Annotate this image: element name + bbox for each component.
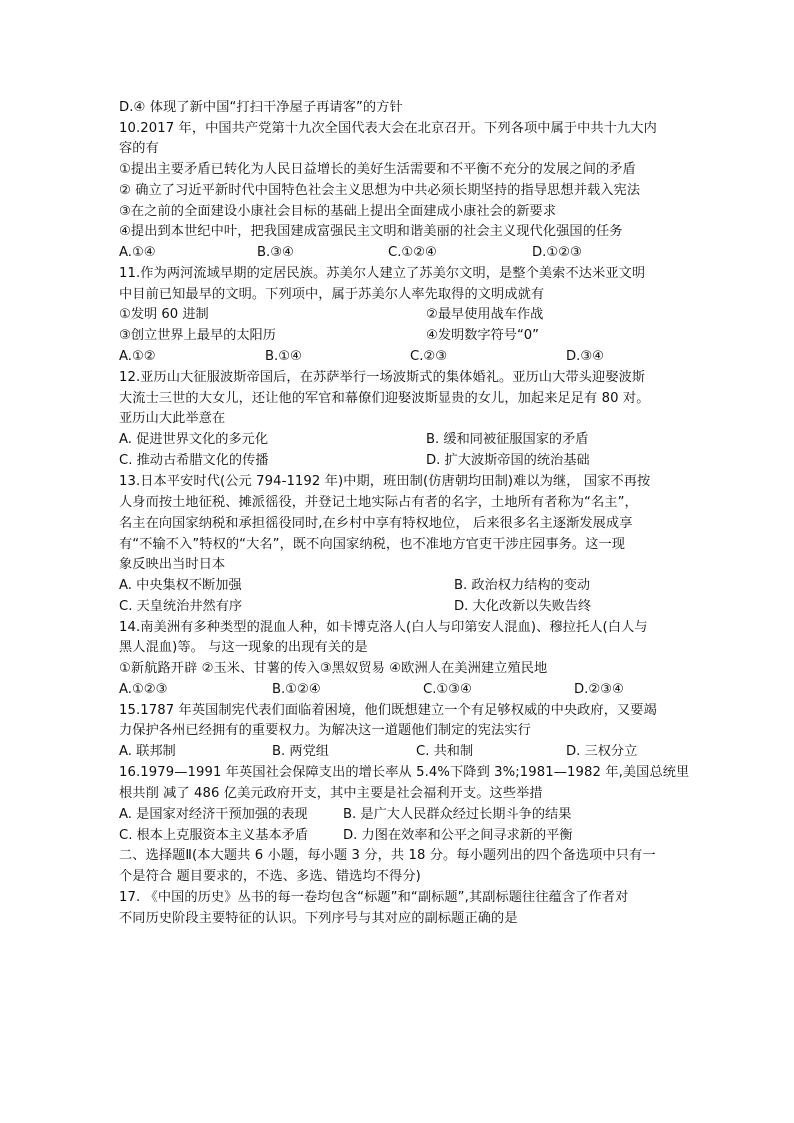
q16-stem-line1: 16.1979—1991 年英国社会保障支出的增长率从 5.4%下降到 3%;1981—1982 年,美国总统里 <box>119 765 690 780</box>
q11-stem-line1: 11.作为两河流域早期的定居民族。苏美尔人建立了苏美尔文明，是整个美索不达米亚文明 <box>119 266 646 281</box>
section2-heading-line1: 二、选择题Ⅱ(本大题共 6 小题，每小题 3 分，共 18 分。每小题列出的四个备选项中只有一 <box>119 848 656 863</box>
q12-option-b: B. 缓和同被征服国家的矛盾 <box>426 432 589 447</box>
q10-item-3: ③在之前的全面建设小康社会目标的基础上提出全面建成小康社会的新要求 <box>119 204 557 219</box>
q10-stem-line2: 容的有 <box>119 141 159 156</box>
q13-stem-line2: 人身而按土地征税、摊派徭役，并登记土地实际占有者的名字，土地所有者称为“名主”， <box>119 495 638 510</box>
q14-option-b: B.①②④ <box>272 682 321 697</box>
q10-option-d: D.①②③ <box>532 245 582 260</box>
q14-items: ①新航路开辟 ②玉米、甘薯的传入③黑奴贸易 ④欧洲人在美洲建立殖民地 <box>119 661 548 676</box>
q11-option-a: A.①② <box>119 349 156 364</box>
q10-option-b: B.③④ <box>257 245 294 260</box>
q15-stem-line2: 力保护各州已经拥有的重要权力。为解决这一道题他们制定的宪法实行 <box>119 723 531 738</box>
q15-option-d: D. 三权分立 <box>566 744 638 759</box>
q10-item-1: ①提出主要矛盾已转化为人民日益增长的美好生活需要和不平衡不充分的发展之间的矛盾 <box>119 162 636 177</box>
q16-option-b: B. 是广大人民群众经过长期斗争的结果 <box>343 807 572 822</box>
q17-stem-line2: 不同历史阶段主要特征的认识。下列序号与其对应的副标题正确的是 <box>119 911 518 926</box>
q13-option-b: B. 政治权力结构的变动 <box>454 578 591 593</box>
q9-option-d: D.④ 体现了新中国“打扫干净屋子再请客”的方针 <box>119 100 403 115</box>
q16-stem-line2: 根共削 减了 486 亿美元政府开支，其中主要是社会福利开支。这些举措 <box>119 786 543 801</box>
q17-stem-line1: 17. 《中国的历史》丛书的每一卷均包含“标题”和“副标题”,其副标题往往蕴含了作者对 <box>119 890 629 905</box>
q10-option-c: C.①②④ <box>388 245 437 260</box>
q16-option-a: A. 是国家对经济干预加强的表现 <box>119 807 308 822</box>
q11-option-b: B.①④ <box>265 349 302 364</box>
q14-stem-line1: 14.南美洲有多种类型的混血人种，如卡博克洛人(白人与印第安人混血)、穆拉托人(白人与 <box>119 620 648 635</box>
q12-stem-line2: 大流士三世的大女儿，还让他的军官和幕僚们迎娶波斯显贵的女儿，加起来足足有 80 对。 <box>119 391 650 406</box>
q13-stem-line3: 名主在向国家纳税和承担徭役同时,在乡村中享有特权地位， 后来很多名主逐渐发展成享 <box>119 516 633 531</box>
q12-option-d: D. 扩大波斯帝国的统治基础 <box>426 453 590 468</box>
q14-option-d: D.②③④ <box>574 682 624 697</box>
q13-option-d: D. 大化改新以失败告终 <box>454 599 592 614</box>
q14-option-c: C.①③④ <box>423 682 472 697</box>
q12-option-a: A. 促进世界文化的多元化 <box>119 432 269 447</box>
q13-option-a: A. 中央集权不断加强 <box>119 578 242 593</box>
q15-option-b: B. 两党组 <box>272 744 329 759</box>
q14-option-a: A.①②③ <box>119 682 168 697</box>
q11-item-1: ①发明 60 进制 <box>119 307 209 322</box>
q11-item-3: ③创立世界上最早的太阳历 <box>119 328 276 343</box>
q15-option-a: A. 联邦制 <box>119 744 176 759</box>
section2-heading-line2: 个是符合 题目要求的，不选、多选、错选均不得分) <box>119 869 421 884</box>
q10-stem-line1: 10.2017 年，中国共产党第十九次全国代表大会在北京召开。下列各项中属于中共十九大内 <box>119 121 657 136</box>
q16-option-d: D. 力图在效率和公平之间寻求新的平衡 <box>343 828 573 843</box>
q11-option-d: D.③④ <box>566 349 604 364</box>
q13-stem-line1: 13.日本平安时代(公元 794-1192 年)中期，班田制(仿唐朝均田制)难以为继， 国家不再按 <box>119 474 651 489</box>
q12-stem-line3: 亚历山大此举意在 <box>119 411 226 426</box>
q10-option-a: A.①④ <box>119 245 156 260</box>
q11-stem-line2: 中目前已知最早的文明。下列项中，属于苏美尔人率先取得的文明成就有 <box>119 287 545 302</box>
q15-stem-line1: 15.1787 年英国制宪代表们面临着困境，他们既想建立一个有足够权威的中央政府，又要竭 <box>119 703 657 718</box>
q11-item-4: ④发明数字符号“0” <box>426 328 540 343</box>
q15-option-c: C. 共和制 <box>416 744 474 759</box>
q13-stem-line4: 有“不输不入”特权的“大名”，既不向国家纳税，也不准地方官吏干涉庄园事务。这一现 <box>119 537 626 552</box>
q10-item-2: ② 确立了习近平新时代中国特色社会主义思想为中共必须长期坚持的指导思想并载入宪法 <box>119 183 641 198</box>
q11-item-2: ②最早使用战车作战 <box>426 307 544 322</box>
q14-stem-line2: 黑人混血)等。 与这一现象的出现有关的是 <box>119 640 368 655</box>
q13-option-c: C. 天皇统治井然有序 <box>119 599 243 614</box>
q11-option-c: C.②③ <box>410 349 448 364</box>
q10-item-4: ④提出到本世纪中叶，把我国建成富强民主文明和谐美丽的社会主义现代化强国的任务 <box>119 224 623 239</box>
q16-option-c: C. 根本上克服资本主义基本矛盾 <box>119 828 309 843</box>
q12-stem-line1: 12.亚历山大征服波斯帝国后，在苏萨举行一场波斯式的集体婚礼。亚历山大带头迎娶波斯 <box>119 370 646 385</box>
q12-option-c: C. 推动古希腊文化的传播 <box>119 453 269 468</box>
q13-stem-line5: 象反映出当时日本 <box>119 557 226 572</box>
